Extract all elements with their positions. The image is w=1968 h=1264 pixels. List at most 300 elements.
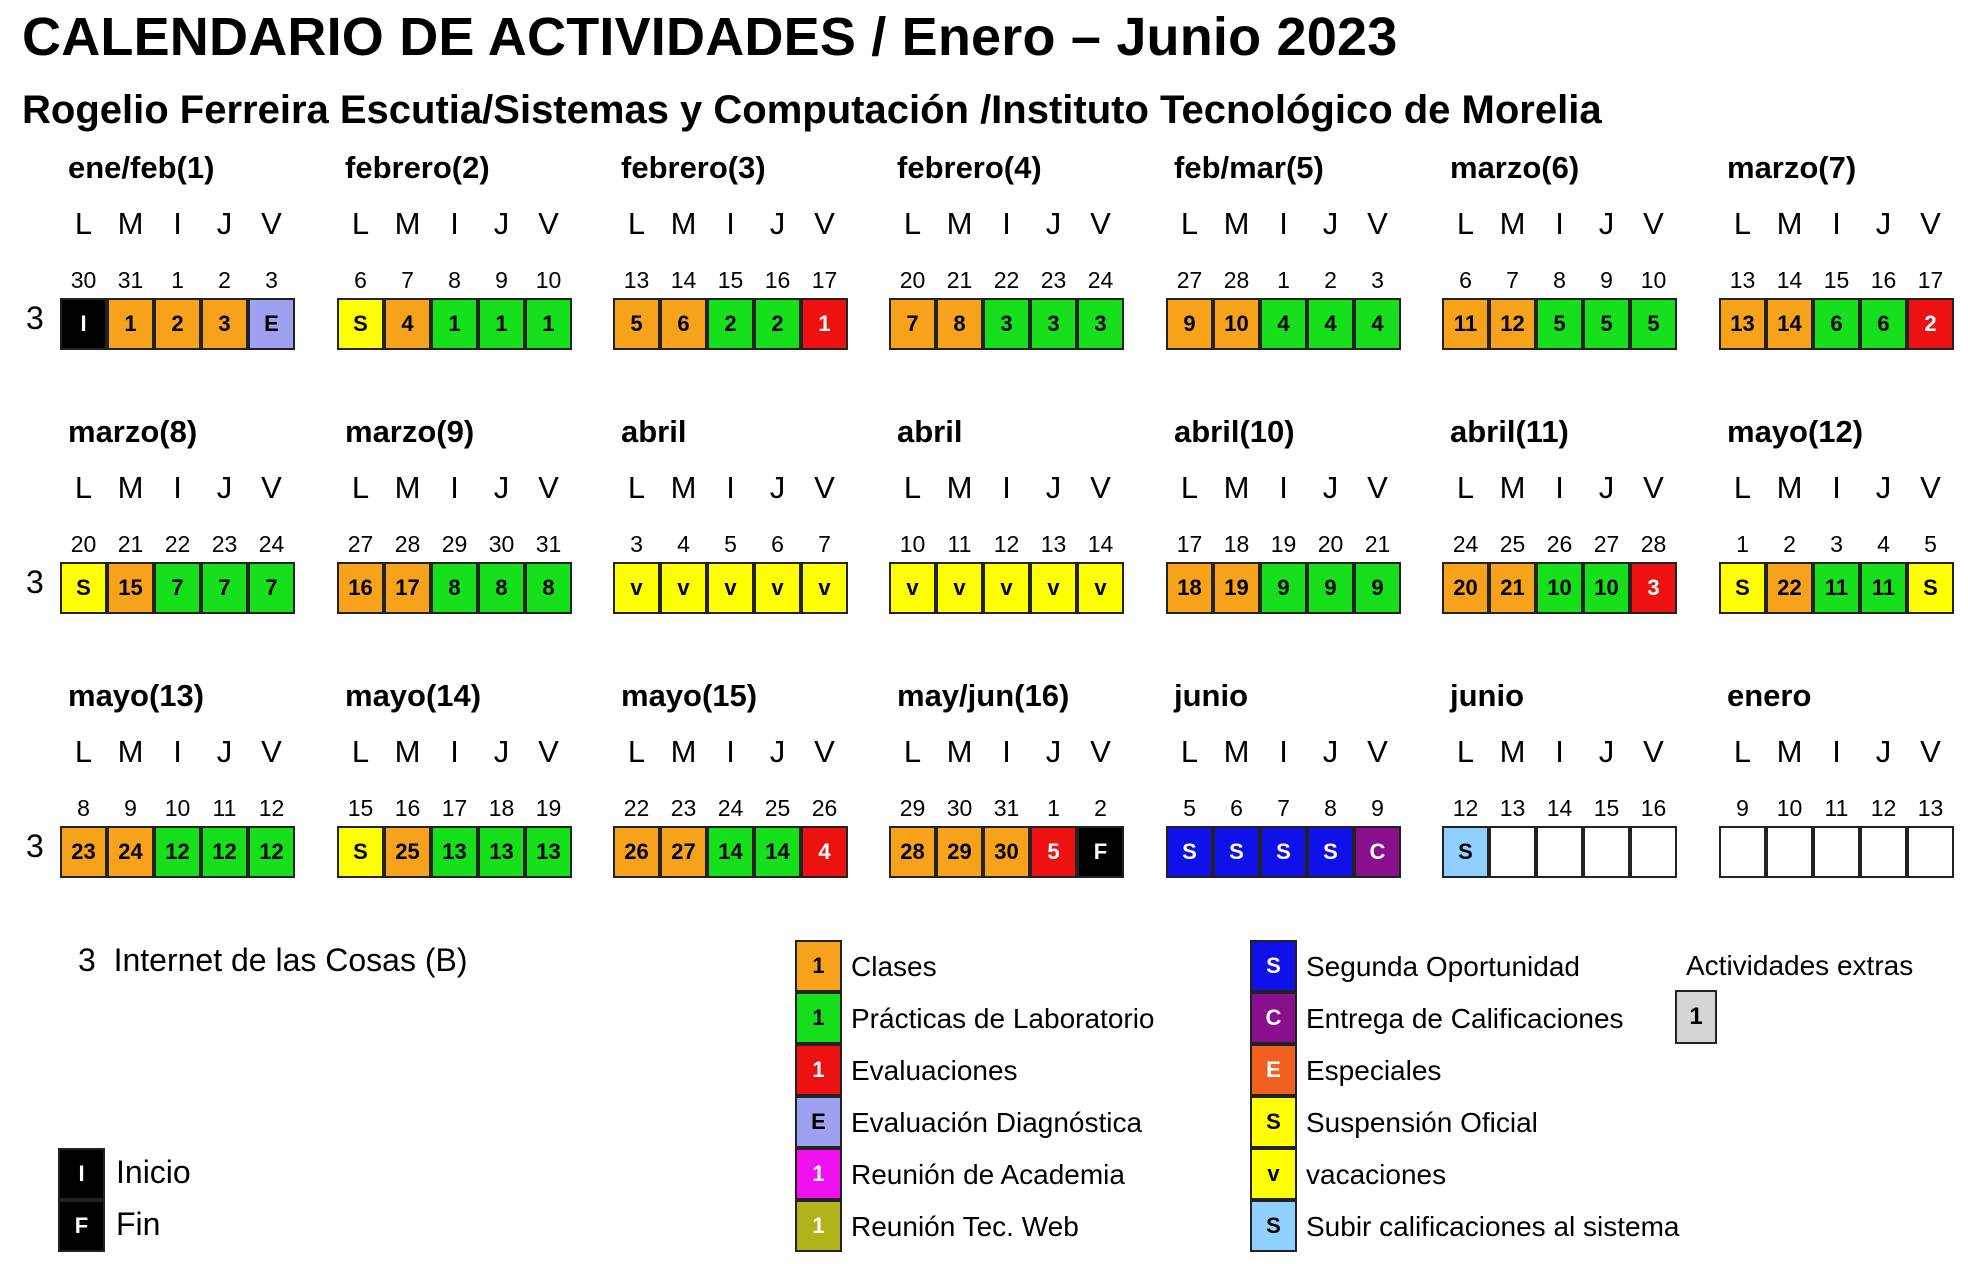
date-row	[1719, 795, 1959, 825]
day-header: L	[903, 206, 922, 241]
activity-cell-vacaciones: v	[936, 562, 983, 614]
activity-cell-subir: S	[1442, 826, 1489, 878]
activity-cell-segunda: S	[1260, 826, 1307, 878]
activity-cell-suspension: S	[337, 298, 384, 350]
activity-cell-practicas: 12	[201, 826, 248, 878]
date-row	[613, 531, 853, 561]
week-title: febrero(4)	[897, 150, 1042, 185]
activity-cell-practicas: 3	[1030, 298, 1077, 350]
date-number: 6	[1230, 795, 1243, 821]
activity-cell-suspension: S	[1719, 562, 1766, 614]
day-header: J	[1322, 734, 1339, 769]
day-header: L	[1733, 734, 1752, 769]
date-row	[1166, 531, 1406, 561]
date-number: 14	[1776, 267, 1803, 293]
day-header: V	[814, 206, 835, 241]
week-title: enero	[1727, 678, 1812, 713]
day-header: L	[1456, 470, 1475, 505]
week-block	[613, 414, 853, 644]
day-header: V	[538, 206, 559, 241]
activity-cell-practicas: 12	[248, 826, 295, 878]
activity-cell-clases: 16	[337, 562, 384, 614]
day-header: I	[1002, 206, 1011, 241]
day-header: V	[814, 470, 835, 505]
legend-label: Reunión de Academia	[851, 1159, 1125, 1190]
day-header: I	[1279, 470, 1288, 505]
date-number: 21	[117, 531, 144, 557]
day-header: I	[1002, 470, 1011, 505]
day-header-row	[1166, 206, 1406, 246]
activity-cell-practicas: 11	[1860, 562, 1907, 614]
day-header: J	[493, 734, 510, 769]
date-row	[889, 795, 1129, 825]
legend-label: Clases	[851, 951, 937, 982]
activity-cell-clases: 2	[154, 298, 201, 350]
activity-cell-practicas: 5	[1630, 298, 1677, 350]
date-number: 10	[535, 267, 562, 293]
date-number: 20	[70, 531, 97, 557]
activity-cell-clases: 27	[660, 826, 707, 878]
activity-cell-practicas: 9	[1260, 562, 1307, 614]
activity-cell-clases: 19	[1213, 562, 1260, 614]
day-header: I	[726, 206, 735, 241]
day-header: M	[670, 470, 697, 505]
day-header: V	[261, 470, 282, 505]
date-row	[1442, 795, 1682, 825]
page-title: CALENDARIO DE ACTIVIDADES / Enero – Junio 2023	[22, 7, 1398, 67]
activity-cell-evaluaciones: 5	[1030, 826, 1077, 878]
activity-cell-practicas: 3	[983, 298, 1030, 350]
activity-row	[337, 298, 577, 350]
week-block	[889, 150, 1129, 380]
week-block	[337, 678, 577, 908]
activity-cell-practicas: 2	[707, 298, 754, 350]
activity-cell-practicas: 7	[201, 562, 248, 614]
date-number: 16	[1870, 267, 1897, 293]
date-number: 8	[448, 267, 461, 293]
activity-cell-vacaciones: v	[1077, 562, 1124, 614]
day-header: J	[1322, 206, 1339, 241]
date-number: 13	[623, 267, 650, 293]
activity-cell-clases: 13	[1719, 298, 1766, 350]
day-header: M	[117, 734, 144, 769]
day-header: I	[173, 206, 182, 241]
week-title: marzo(9)	[345, 414, 475, 449]
date-number: 23	[211, 531, 238, 557]
day-header-row	[1719, 734, 1959, 774]
day-header: J	[769, 734, 786, 769]
day-header: I	[726, 734, 735, 769]
activity-row	[1166, 298, 1406, 350]
activity-row	[889, 298, 1129, 350]
date-row	[60, 267, 300, 297]
activity-cell-practicas: 3	[1077, 298, 1124, 350]
activity-cell-empty	[1766, 826, 1813, 878]
activity-cell-empty	[1583, 826, 1630, 878]
activity-cell-vacaciones: v	[613, 562, 660, 614]
day-header: L	[1733, 206, 1752, 241]
activity-row	[60, 562, 300, 614]
day-header-row	[889, 734, 1129, 774]
date-number: 22	[993, 267, 1020, 293]
date-number: 2	[218, 267, 231, 293]
activity-cell-practicas: 10	[1536, 562, 1583, 614]
date-number: 16	[764, 267, 791, 293]
activity-cell-vacaciones: v	[801, 562, 848, 614]
date-number: 5	[1183, 795, 1196, 821]
day-header-row	[889, 470, 1129, 510]
activity-cell-clases: 18	[1166, 562, 1213, 614]
date-number: 4	[677, 531, 690, 557]
date-number: 10	[1776, 795, 1803, 821]
activity-cell-practicas: 14	[754, 826, 801, 878]
day-header: V	[1920, 470, 1941, 505]
date-number: 11	[947, 531, 972, 557]
activity-cell-practicas: 1	[431, 298, 478, 350]
activity-row	[1719, 826, 1959, 878]
day-header: L	[903, 734, 922, 769]
day-header: J	[216, 206, 233, 241]
day-header: M	[1499, 734, 1526, 769]
day-header: V	[261, 734, 282, 769]
activity-cell-clases: 12	[1489, 298, 1536, 350]
day-header: L	[1180, 470, 1199, 505]
activity-cell-practicas: 6	[1813, 298, 1860, 350]
date-row	[1719, 531, 1959, 561]
legend-swatch: 1	[795, 1044, 842, 1096]
date-number: 27	[1593, 531, 1620, 557]
day-header: V	[1643, 470, 1664, 505]
course-number: 3	[78, 942, 96, 978]
activity-cell-clases: 29	[936, 826, 983, 878]
day-header: M	[1776, 470, 1803, 505]
week-title: mayo(14)	[345, 678, 482, 713]
legend-swatch: 1	[795, 940, 842, 992]
week-block	[60, 414, 300, 644]
legend-swatch: v	[1250, 1148, 1297, 1200]
date-number: 13	[1729, 267, 1756, 293]
week-title: febrero(3)	[621, 150, 766, 185]
legend-label: Reunión Tec. Web	[851, 1211, 1079, 1242]
date-number: 16	[1640, 795, 1667, 821]
date-number: 3	[1830, 531, 1843, 557]
date-number: 20	[899, 267, 926, 293]
date-number: 1	[1047, 795, 1060, 821]
date-number: 10	[899, 531, 926, 557]
day-header: I	[450, 206, 459, 241]
date-number: 28	[394, 531, 421, 557]
activity-cell-empty	[1489, 826, 1536, 878]
activity-cell-practicas: 4	[1260, 298, 1307, 350]
date-number: 15	[717, 267, 744, 293]
date-number: 1	[1277, 267, 1290, 293]
date-number: 31	[993, 795, 1020, 821]
activity-cell-entrega: C	[1354, 826, 1401, 878]
week-title: mayo(12)	[1727, 414, 1864, 449]
activity-cell-practicas: 12	[154, 826, 201, 878]
week-block	[60, 678, 300, 908]
day-header: I	[1832, 734, 1841, 769]
page-subtitle: Rogelio Ferreira Escutia/Sistemas y Computación /Instituto Tecnológico de Morelia	[22, 88, 1602, 132]
day-header: J	[769, 470, 786, 505]
date-number: 28	[1640, 531, 1667, 557]
legend-label: Entrega de Calificaciones	[1306, 1003, 1624, 1034]
date-number: 30	[70, 267, 97, 293]
activity-cell-suspension: S	[60, 562, 107, 614]
week-title: marzo(6)	[1450, 150, 1580, 185]
date-number: 30	[488, 531, 515, 557]
activity-cell-practicas: 13	[431, 826, 478, 878]
date-number: 23	[1040, 267, 1067, 293]
day-header: M	[1776, 206, 1803, 241]
date-number: 21	[1364, 531, 1391, 557]
week-block	[1166, 414, 1406, 644]
week-title: junio	[1174, 678, 1249, 713]
day-header: I	[173, 470, 182, 505]
activity-cell-clases: 23	[60, 826, 107, 878]
legend-swatch: S	[1250, 1200, 1297, 1252]
legend-label: vacaciones	[1306, 1159, 1447, 1190]
date-number: 27	[347, 531, 374, 557]
day-header-row	[1166, 470, 1406, 510]
activity-cell-clases: 30	[983, 826, 1030, 878]
activity-row	[60, 826, 300, 878]
day-header: L	[903, 470, 922, 505]
date-number: 27	[1176, 267, 1203, 293]
fin-label: Fin	[116, 1206, 161, 1242]
legend-label: Segunda Oportunidad	[1306, 951, 1580, 982]
date-number: 18	[488, 795, 515, 821]
day-header: I	[1555, 734, 1564, 769]
day-header: J	[1875, 206, 1892, 241]
activity-row	[1442, 298, 1682, 350]
activity-cell-empty	[1813, 826, 1860, 878]
day-header: I	[173, 734, 182, 769]
day-header: V	[538, 734, 559, 769]
day-header-row	[1442, 470, 1682, 510]
activity-cell-empty	[1719, 826, 1766, 878]
date-number: 18	[1223, 531, 1250, 557]
day-header: I	[1555, 206, 1564, 241]
week-block	[889, 678, 1129, 908]
day-header: V	[1090, 734, 1111, 769]
activity-cell-vacaciones: v	[707, 562, 754, 614]
extra-activities-swatch: 1	[1675, 990, 1717, 1044]
activity-cell-practicas: 9	[1354, 562, 1401, 614]
week-block	[1442, 678, 1682, 908]
day-header-row	[337, 206, 577, 246]
legend-swatch: 1	[795, 992, 842, 1044]
date-row	[337, 531, 577, 561]
date-number: 28	[1223, 267, 1250, 293]
date-number: 26	[811, 795, 838, 821]
activity-row	[60, 298, 300, 350]
activity-cell-segunda: S	[1213, 826, 1260, 878]
week-block	[613, 150, 853, 380]
day-header-row	[60, 470, 300, 510]
activity-cell-fin: F	[1077, 826, 1124, 878]
day-header: M	[670, 734, 697, 769]
activity-cell-empty	[1536, 826, 1583, 878]
day-header: M	[394, 734, 421, 769]
day-header-row	[1166, 734, 1406, 774]
legend-swatch: E	[1250, 1044, 1297, 1096]
day-header: J	[493, 206, 510, 241]
day-header: M	[946, 470, 973, 505]
week-block	[1442, 150, 1682, 380]
legend-label: Especiales	[1306, 1055, 1442, 1086]
date-number: 2	[1783, 531, 1796, 557]
activity-cell-clases: 8	[936, 298, 983, 350]
day-header: J	[216, 470, 233, 505]
activity-cell-clases: 5	[613, 298, 660, 350]
date-number: 14	[670, 267, 697, 293]
week-title: abril(10)	[1174, 414, 1295, 449]
day-header: J	[1045, 470, 1062, 505]
week-title: may/jun(16)	[897, 678, 1070, 713]
day-header: J	[1598, 470, 1615, 505]
activity-cell-practicas: 10	[1583, 562, 1630, 614]
week-title: ene/feb(1)	[68, 150, 215, 185]
day-header-row	[60, 734, 300, 774]
activity-row	[337, 562, 577, 614]
date-number: 30	[946, 795, 973, 821]
day-header: M	[946, 206, 973, 241]
week-title: feb/mar(5)	[1174, 150, 1324, 185]
date-row	[337, 267, 577, 297]
date-number: 25	[1499, 531, 1526, 557]
activity-row	[1166, 562, 1406, 614]
date-number: 4	[1877, 531, 1890, 557]
activity-cell-practicas: 8	[525, 562, 572, 614]
activity-cell-clases: 3	[201, 298, 248, 350]
row-course-label: 3	[26, 564, 44, 600]
date-number: 15	[347, 795, 374, 821]
day-header: L	[74, 734, 93, 769]
date-number: 31	[117, 267, 144, 293]
date-number: 17	[441, 795, 468, 821]
date-number: 24	[717, 795, 744, 821]
day-header: I	[1832, 206, 1841, 241]
day-header: M	[1223, 206, 1250, 241]
day-header: V	[1643, 206, 1664, 241]
date-row	[60, 795, 300, 825]
date-number: 16	[394, 795, 421, 821]
activity-cell-clases: 1	[107, 298, 154, 350]
date-number: 10	[1640, 267, 1667, 293]
activity-cell-clases: 24	[107, 826, 154, 878]
date-number: 9	[1600, 267, 1613, 293]
activity-cell-practicas: 4	[1354, 298, 1401, 350]
date-number: 8	[1553, 267, 1566, 293]
day-header-row	[337, 734, 577, 774]
week-block	[613, 678, 853, 908]
day-header: M	[670, 206, 697, 241]
date-row	[889, 531, 1129, 561]
day-header: M	[117, 206, 144, 241]
date-number: 19	[1270, 531, 1297, 557]
week-title: junio	[1450, 678, 1525, 713]
day-header: V	[1090, 470, 1111, 505]
activity-cell-evaluaciones: 3	[1630, 562, 1677, 614]
activity-cell-practicas: 5	[1536, 298, 1583, 350]
day-header: V	[1920, 206, 1941, 241]
week-title: abril(11)	[1450, 414, 1569, 449]
date-number: 29	[441, 531, 468, 557]
day-header: L	[1456, 734, 1475, 769]
activity-cell-clases: 9	[1166, 298, 1213, 350]
date-number: 31	[535, 531, 562, 557]
date-number: 29	[899, 795, 926, 821]
date-row	[337, 795, 577, 825]
date-number: 9	[1371, 795, 1384, 821]
date-row	[613, 267, 853, 297]
week-title: marzo(7)	[1727, 150, 1857, 185]
legend-label: Evaluaciones	[851, 1055, 1018, 1086]
week-block	[1719, 150, 1959, 380]
week-block	[337, 150, 577, 380]
date-number: 6	[771, 531, 784, 557]
activity-row	[613, 562, 853, 614]
activity-cell-clases: 10	[1213, 298, 1260, 350]
activity-cell-practicas: 7	[154, 562, 201, 614]
day-header: V	[1090, 206, 1111, 241]
activity-cell-practicas: 5	[1583, 298, 1630, 350]
day-header: V	[1367, 206, 1388, 241]
day-header: M	[394, 470, 421, 505]
week-block	[1442, 414, 1682, 644]
activity-cell-evaluaciones: 4	[801, 826, 848, 878]
activity-cell-inicio: I	[60, 298, 107, 350]
week-title: marzo(8)	[68, 414, 198, 449]
legend-swatch: 1	[795, 1148, 842, 1200]
date-number: 22	[623, 795, 650, 821]
activity-cell-clases: 6	[660, 298, 707, 350]
date-number: 7	[1506, 267, 1519, 293]
day-header: V	[1920, 734, 1941, 769]
date-number: 17	[1917, 267, 1944, 293]
day-header: M	[1499, 206, 1526, 241]
date-number: 11	[212, 795, 237, 821]
day-header-row	[1719, 206, 1959, 246]
activity-cell-clases: 7	[889, 298, 936, 350]
activity-cell-practicas: 4	[1307, 298, 1354, 350]
date-number: 22	[164, 531, 191, 557]
date-row	[1166, 267, 1406, 297]
date-number: 2	[1094, 795, 1107, 821]
legend-swatch: C	[1250, 992, 1297, 1044]
date-number: 9	[495, 267, 508, 293]
date-number: 10	[164, 795, 191, 821]
day-header-row	[1442, 734, 1682, 774]
date-number: 7	[1277, 795, 1290, 821]
date-number: 17	[811, 267, 838, 293]
date-number: 5	[724, 531, 737, 557]
week-block	[889, 414, 1129, 644]
day-header: I	[1279, 734, 1288, 769]
activity-cell-diagnostica: E	[248, 298, 295, 350]
activity-cell-clases: 28	[889, 826, 936, 878]
date-number: 21	[946, 267, 973, 293]
course-name: Internet de las Cosas (B)	[113, 942, 468, 978]
activity-row	[1166, 826, 1406, 878]
day-header: L	[627, 206, 646, 241]
activity-cell-clases: 15	[107, 562, 154, 614]
date-number: 23	[670, 795, 697, 821]
date-number: 14	[1546, 795, 1573, 821]
activity-cell-vacaciones: v	[660, 562, 707, 614]
week-block	[1166, 150, 1406, 380]
